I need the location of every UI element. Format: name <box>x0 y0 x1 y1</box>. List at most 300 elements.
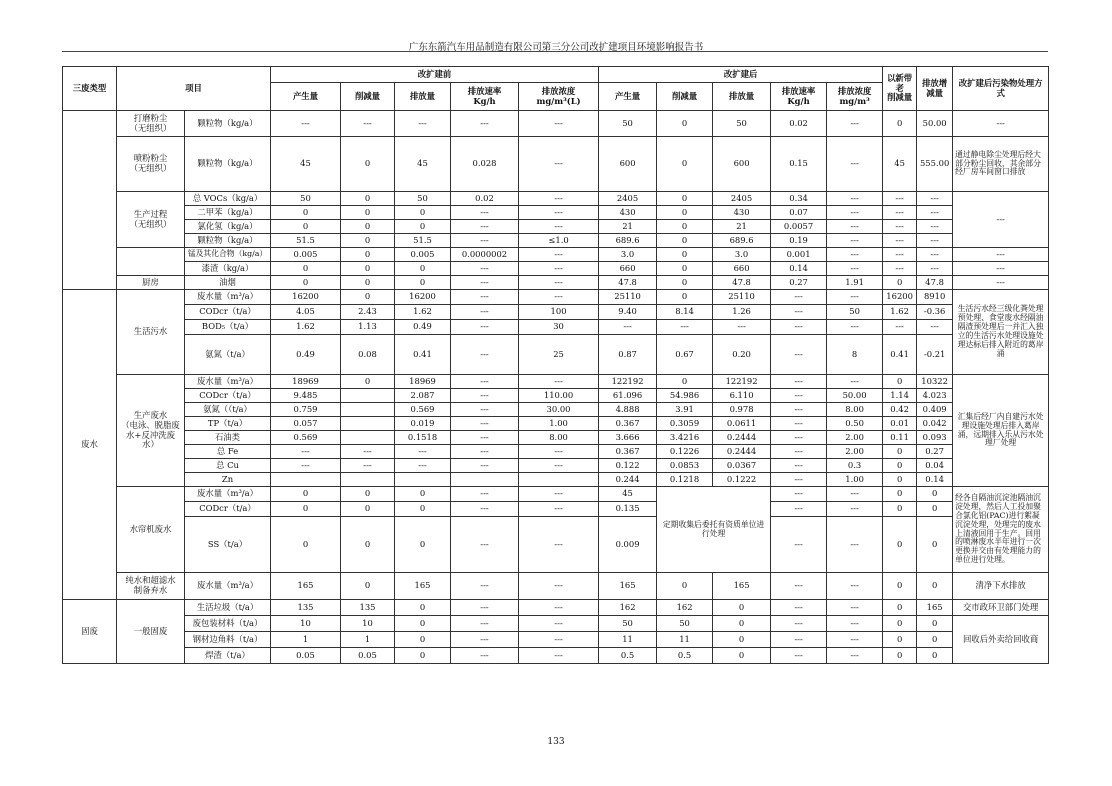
table-cell: --- <box>917 262 953 276</box>
table-cell: 0 <box>883 487 917 502</box>
table-cell: 165 <box>271 573 341 600</box>
table-cell: 0.028 <box>451 137 519 192</box>
table-cell: --- <box>827 262 883 276</box>
table-row <box>63 502 1049 517</box>
table-cell: --- <box>271 111 341 137</box>
table-row <box>63 487 1049 502</box>
table-cell: --- <box>451 517 519 573</box>
table-cell: 0 <box>657 137 713 192</box>
table-cell: 0 <box>341 248 395 262</box>
table-cell: 3.666 <box>599 431 657 445</box>
table-cell: 0 <box>917 648 953 664</box>
table-cell: 0 <box>883 473 917 487</box>
table-cell: --- <box>827 375 883 389</box>
treatment-kitchen: --- <box>953 276 1049 290</box>
table-cell: 135 <box>271 600 341 616</box>
table-cell: 47.8 <box>917 276 953 290</box>
row-item: 颗粒物（kg/a） <box>185 234 271 248</box>
table-cell: 2.00 <box>827 431 883 445</box>
table-cell: 0 <box>657 290 713 305</box>
table-cell: 2405 <box>713 192 771 206</box>
table-cell: 0.49 <box>395 320 451 335</box>
table-cell: 50 <box>271 192 341 206</box>
table-cell: 0.34 <box>771 192 827 206</box>
table-cell: 0 <box>271 206 341 220</box>
table-cell: 0 <box>917 573 953 600</box>
table-cell: 25110 <box>713 290 771 305</box>
table-cell <box>451 473 519 487</box>
table-cell: 1.00 <box>519 417 599 431</box>
table-cell: --- <box>519 220 599 234</box>
header-concentration: 排放浓度 mg/m³(L) <box>519 83 599 111</box>
table-cell: --- <box>771 517 827 573</box>
table-row <box>63 573 1049 600</box>
table-cell: --- <box>917 320 953 335</box>
row-item: 石油类 <box>185 431 271 445</box>
table-cell: 0 <box>341 290 395 305</box>
table-cell: 18969 <box>395 375 451 389</box>
table-cell: --- <box>395 459 451 473</box>
table-cell: --- <box>451 445 519 459</box>
table-cell: 430 <box>713 206 771 220</box>
table-cell: 61.096 <box>599 389 657 403</box>
table-cell: --- <box>519 192 599 206</box>
category-air <box>63 111 117 290</box>
table-cell: 0 <box>271 276 341 290</box>
table-cell: --- <box>519 487 599 502</box>
treatment-garbage: 交市政环卫部门处理 <box>953 600 1049 616</box>
table-cell: 0 <box>917 616 953 632</box>
table-cell: --- <box>451 220 519 234</box>
table-cell: 689.6 <box>599 234 657 248</box>
table-cell: 0.0057 <box>771 220 827 234</box>
table-cell: 0.093 <box>917 431 953 445</box>
table-cell: --- <box>519 502 599 517</box>
table-cell: --- <box>827 220 883 234</box>
table-cell: 0.001 <box>771 248 827 262</box>
group-production-wastewater: 生产废水 （电泳、脱脂废 水+反冲洗废 水） <box>117 375 185 487</box>
table-cell: 50 <box>395 192 451 206</box>
table-row <box>63 248 1049 262</box>
table-cell: 0 <box>341 262 395 276</box>
table-cell: 0 <box>917 632 953 648</box>
table-cell: 2.00 <box>827 445 883 459</box>
table-cell: --- <box>657 320 713 335</box>
table-row <box>63 137 1049 192</box>
table-cell: 47.8 <box>713 276 771 290</box>
table-cell: --- <box>771 573 827 600</box>
table-cell: --- <box>451 648 519 664</box>
row-item: 氯化氢（kg/a） <box>185 220 271 234</box>
treatment-curtain: 经各自隔油沉淀池隔油沉淀处理，然后人工投加聚合氯化铝(PAC)进行絮凝沉淀处理，处理完的废水上清液回用于生产。回用的喷淋废水半年进行一次更换并交由有处理能力的单位进行处理。 <box>953 487 1049 573</box>
header-production: 产生量 <box>271 83 341 111</box>
table-row <box>63 445 1049 459</box>
table-row <box>63 320 1049 335</box>
table-cell: 0 <box>341 137 395 192</box>
table-cell: 9.485 <box>271 389 341 403</box>
row-item: 漆渣（kg/a） <box>185 262 271 276</box>
table-cell: 0 <box>713 600 771 616</box>
table-cell: 4.888 <box>599 403 657 417</box>
row-item: TP（t/a） <box>185 417 271 431</box>
table-cell: --- <box>519 375 599 389</box>
table-cell: 0.14 <box>917 473 953 487</box>
table-cell: --- <box>451 290 519 305</box>
table-cell: 0.08 <box>341 335 395 375</box>
row-item: 钢材边角料（t/a） <box>185 632 271 648</box>
table-cell: 0 <box>271 517 341 573</box>
table-cell: 0 <box>341 220 395 234</box>
row-item: 焊渣（t/a） <box>185 648 271 664</box>
table-cell: 3.91 <box>657 403 713 417</box>
table-cell: 2405 <box>599 192 657 206</box>
table-cell: 3.0 <box>599 248 657 262</box>
table-cell: --- <box>771 320 827 335</box>
table-cell: 0 <box>657 111 713 137</box>
table-cell: 50 <box>657 616 713 632</box>
table-cell: 1.00 <box>827 473 883 487</box>
table-cell: --- <box>771 632 827 648</box>
table-row <box>63 192 1049 206</box>
table-cell: --- <box>883 220 917 234</box>
header-item: 项目 <box>117 67 271 111</box>
treatment-manganese: --- <box>953 248 1049 262</box>
table-row <box>63 417 1049 431</box>
row-item: 废水量（m³/a） <box>185 290 271 305</box>
row-item: 颗粒物（kg/a） <box>185 111 271 137</box>
row-item: 油烟 <box>185 276 271 290</box>
table-cell: 165 <box>713 573 771 600</box>
row-item: 总 Fe <box>185 445 271 459</box>
table-cell: 0.05 <box>341 648 395 664</box>
table-cell: 0 <box>341 276 395 290</box>
header-production: 产生量 <box>599 83 657 111</box>
treatment-paint-residue: --- <box>953 262 1049 276</box>
table-cell: --- <box>827 290 883 305</box>
table-row <box>63 234 1049 248</box>
treatment-domestic: 生活污水经三级化粪处理预处理、食堂废水经隔油隔渣预处理后一并汇入独立的生活污水处理设施处理达标后排入附近的葛岸涌 <box>953 290 1049 375</box>
table-cell: 0 <box>271 262 341 276</box>
table-cell: 3.0 <box>713 248 771 262</box>
group-process: 生产过程 （无组织） <box>117 192 185 248</box>
table-cell: 0.122 <box>599 459 657 473</box>
table-cell: --- <box>771 616 827 632</box>
table-cell: 16200 <box>271 290 341 305</box>
table-row <box>63 276 1049 290</box>
table-cell: 0 <box>657 234 713 248</box>
table-cell: --- <box>519 111 599 137</box>
table-cell: 0 <box>395 616 451 632</box>
table-cell: --- <box>451 417 519 431</box>
table-cell: 0.41 <box>395 335 451 375</box>
table-row <box>63 389 1049 403</box>
table-row <box>63 473 1049 487</box>
table-cell: 162 <box>657 600 713 616</box>
header-emission: 排放量 <box>395 83 451 111</box>
table-cell: 0 <box>883 600 917 616</box>
table-cell: --- <box>827 502 883 517</box>
table-cell: 21 <box>599 220 657 234</box>
table-cell: 0.49 <box>271 335 341 375</box>
table-cell: --- <box>451 375 519 389</box>
table-cell: --- <box>883 234 917 248</box>
table-cell: --- <box>451 335 519 375</box>
table-cell: --- <box>883 192 917 206</box>
table-cell: 0 <box>883 616 917 632</box>
table-cell: 0 <box>657 262 713 276</box>
table-cell: 0.367 <box>599 445 657 459</box>
row-item: 总 VOCs（kg/a） <box>185 192 271 206</box>
table-cell: 0 <box>657 276 713 290</box>
table-cell: 30 <box>519 320 599 335</box>
table-cell: 0 <box>657 375 713 389</box>
table-cell: 50 <box>599 111 657 137</box>
row-item: BOD₅（t/a） <box>185 320 271 335</box>
table-cell: --- <box>395 111 451 137</box>
table-cell: --- <box>827 320 883 335</box>
group-general-solid: 一般固废 <box>117 600 185 664</box>
row-item: Zn <box>185 473 271 487</box>
table-cell: 0 <box>341 192 395 206</box>
header-offset: 以新带 老 削减量 <box>883 67 917 111</box>
table-cell: --- <box>827 192 883 206</box>
table-cell: --- <box>827 206 883 220</box>
table-cell: 0 <box>395 220 451 234</box>
table-cell: 0.244 <box>599 473 657 487</box>
table-cell: --- <box>883 320 917 335</box>
table-cell: --- <box>451 234 519 248</box>
table-cell: 1 <box>271 632 341 648</box>
table-cell: --- <box>451 305 519 320</box>
table-cell: 0 <box>271 487 341 502</box>
curtain-note: 定期收集后委托有资质单位进行处理 <box>657 487 771 573</box>
table-cell <box>341 431 395 445</box>
table-cell: 25110 <box>599 290 657 305</box>
table-cell: 11 <box>657 632 713 648</box>
table-cell: 0 <box>395 517 451 573</box>
table-cell: --- <box>771 431 827 445</box>
table-cell: --- <box>519 648 599 664</box>
table-cell: 1.13 <box>341 320 395 335</box>
table-cell: --- <box>519 290 599 305</box>
table-cell: 0.759 <box>271 403 341 417</box>
table-row <box>63 648 1049 664</box>
table-cell: --- <box>883 248 917 262</box>
table-row <box>63 305 1049 320</box>
table-cell: 51.5 <box>395 234 451 248</box>
table-cell: 0 <box>883 445 917 459</box>
row-item: 废水量（m³/a） <box>185 573 271 600</box>
table-cell: 0 <box>657 192 713 206</box>
header-increase: 排放增 减量 <box>917 67 953 111</box>
table-cell: 122192 <box>599 375 657 389</box>
group-grinding: 打磨粉尘 （无组织） <box>117 111 185 137</box>
group-pure-water: 纯水和超滤水 制备弃水 <box>117 573 185 600</box>
table-cell: 0.27 <box>917 445 953 459</box>
table-cell: --- <box>519 600 599 616</box>
table-row <box>63 262 1049 276</box>
table-cell: 16200 <box>883 290 917 305</box>
table-cell: --- <box>341 445 395 459</box>
table-cell: --- <box>451 262 519 276</box>
table-row <box>63 403 1049 417</box>
table-cell: 1.26 <box>713 305 771 320</box>
header-reduction: 削减量 <box>657 83 713 111</box>
table-cell: 555.00 <box>917 137 953 192</box>
table-cell: --- <box>519 137 599 192</box>
table-cell: 0.15 <box>771 137 827 192</box>
table-cell: 8.00 <box>827 403 883 417</box>
table-cell: 2.087 <box>395 389 451 403</box>
table-cell: 0.0367 <box>713 459 771 473</box>
table-cell: 0 <box>395 502 451 517</box>
table-cell: 0 <box>883 632 917 648</box>
table-cell: --- <box>771 600 827 616</box>
table-cell: --- <box>519 573 599 600</box>
table-cell: 0 <box>395 206 451 220</box>
table-cell: 0 <box>883 375 917 389</box>
table-cell: --- <box>827 234 883 248</box>
table-cell: 0.11 <box>883 431 917 445</box>
table-cell: 16200 <box>395 290 451 305</box>
treatment-grinding: --- <box>953 111 1049 137</box>
table-cell: 0.019 <box>395 417 451 431</box>
table-cell: 0.3059 <box>657 417 713 431</box>
table-cell: 660 <box>713 262 771 276</box>
table-row <box>63 632 1049 648</box>
table-cell: 0.005 <box>395 248 451 262</box>
table-cell: --- <box>771 487 827 502</box>
table-cell: --- <box>771 305 827 320</box>
table-cell: 8.00 <box>519 431 599 445</box>
header-rate: 排放速率 Kg/h <box>451 83 519 111</box>
row-item: CODcr（t/a） <box>185 389 271 403</box>
table-cell: 50 <box>599 616 657 632</box>
table-cell: --- <box>519 632 599 648</box>
table-cell: --- <box>451 276 519 290</box>
table-cell: --- <box>827 137 883 192</box>
header-rule <box>62 51 1048 52</box>
table-cell: 0.87 <box>599 335 657 375</box>
table-cell: 1.62 <box>271 320 341 335</box>
table-cell: 10 <box>271 616 341 632</box>
table-cell: 51.5 <box>271 234 341 248</box>
table-cell: 0.1218 <box>657 473 713 487</box>
group-spray: 喷粉粉尘 （无组织） <box>117 137 185 192</box>
table-cell: 0 <box>883 502 917 517</box>
table-cell: --- <box>519 276 599 290</box>
table-cell: 0.978 <box>713 403 771 417</box>
table-cell: 45 <box>271 137 341 192</box>
table-cell: --- <box>519 616 599 632</box>
table-cell: 0 <box>657 206 713 220</box>
header-treatment: 改扩建后污染物处理方式 <box>953 67 1049 111</box>
table-cell: 10 <box>341 616 395 632</box>
table-cell: 135 <box>341 600 395 616</box>
table-cell: 0.50 <box>827 417 883 431</box>
table-cell: --- <box>519 262 599 276</box>
page-number: 133 <box>547 737 565 747</box>
row-item: 颗粒物（kg/a） <box>185 137 271 192</box>
table-cell: --- <box>771 502 827 517</box>
table-row <box>63 600 1049 616</box>
table-cell: --- <box>451 600 519 616</box>
group-domestic-wastewater: 生活污水 <box>117 290 185 375</box>
table-cell: 0 <box>883 459 917 473</box>
table-cell: --- <box>771 648 827 664</box>
table-cell: 0.057 <box>271 417 341 431</box>
table-cell: 0 <box>341 573 395 600</box>
table-cell: 0.042 <box>917 417 953 431</box>
table-cell: 0.02 <box>771 111 827 137</box>
table-cell: 0.009 <box>599 517 657 573</box>
table-cell: --- <box>271 445 341 459</box>
table-cell: 0.5 <box>599 648 657 664</box>
table-cell: 8910 <box>917 290 953 305</box>
table-cell <box>341 417 395 431</box>
group-process-ext <box>117 248 185 276</box>
table-cell: --- <box>451 487 519 502</box>
category-solid-waste: 固废 <box>63 600 117 664</box>
table-cell: 0.1222 <box>713 473 771 487</box>
table-cell <box>341 389 395 403</box>
table-cell: 4.05 <box>271 305 341 320</box>
table-cell: 0.135 <box>599 502 657 517</box>
table-cell: 0 <box>341 234 395 248</box>
table-cell <box>395 473 451 487</box>
table-cell: 165 <box>917 600 953 616</box>
table-row <box>63 431 1049 445</box>
table-cell: --- <box>519 517 599 573</box>
table-cell: 100 <box>519 305 599 320</box>
header-before: 改扩建前 <box>271 67 599 83</box>
table-cell <box>271 473 341 487</box>
table-cell: 0 <box>713 616 771 632</box>
table-cell: --- <box>451 403 519 417</box>
table-cell: 0.67 <box>657 335 713 375</box>
table-cell: 0 <box>395 600 451 616</box>
table-cell: --- <box>771 403 827 417</box>
table-cell: 6.110 <box>713 389 771 403</box>
table-cell: 0.005 <box>271 248 341 262</box>
table-cell: 0 <box>341 517 395 573</box>
table-cell: 0 <box>395 632 451 648</box>
table-cell: --- <box>771 445 827 459</box>
row-item: 废包装材料（t/a） <box>185 616 271 632</box>
table-cell: --- <box>451 616 519 632</box>
table-cell: 0 <box>883 648 917 664</box>
table-cell: --- <box>519 206 599 220</box>
table-cell: 9.40 <box>599 305 657 320</box>
table-cell: 1.91 <box>827 276 883 290</box>
table-cell: 54.986 <box>657 389 713 403</box>
table-cell: 165 <box>599 573 657 600</box>
table-cell: 0 <box>395 262 451 276</box>
table-cell: --- <box>451 206 519 220</box>
table-cell: 0.01 <box>883 417 917 431</box>
header-category: 三废类型 <box>63 67 117 111</box>
table-cell: 0.409 <box>917 403 953 417</box>
table-cell: 0 <box>713 648 771 664</box>
table-cell: 0.14 <box>771 262 827 276</box>
table-cell: 30.00 <box>519 403 599 417</box>
table-cell: --- <box>771 290 827 305</box>
table-row <box>63 517 1049 573</box>
table-cell: --- <box>827 248 883 262</box>
table-cell: 0.0853 <box>657 459 713 473</box>
table-cell: 0.04 <box>917 459 953 473</box>
table-cell: 122192 <box>713 375 771 389</box>
